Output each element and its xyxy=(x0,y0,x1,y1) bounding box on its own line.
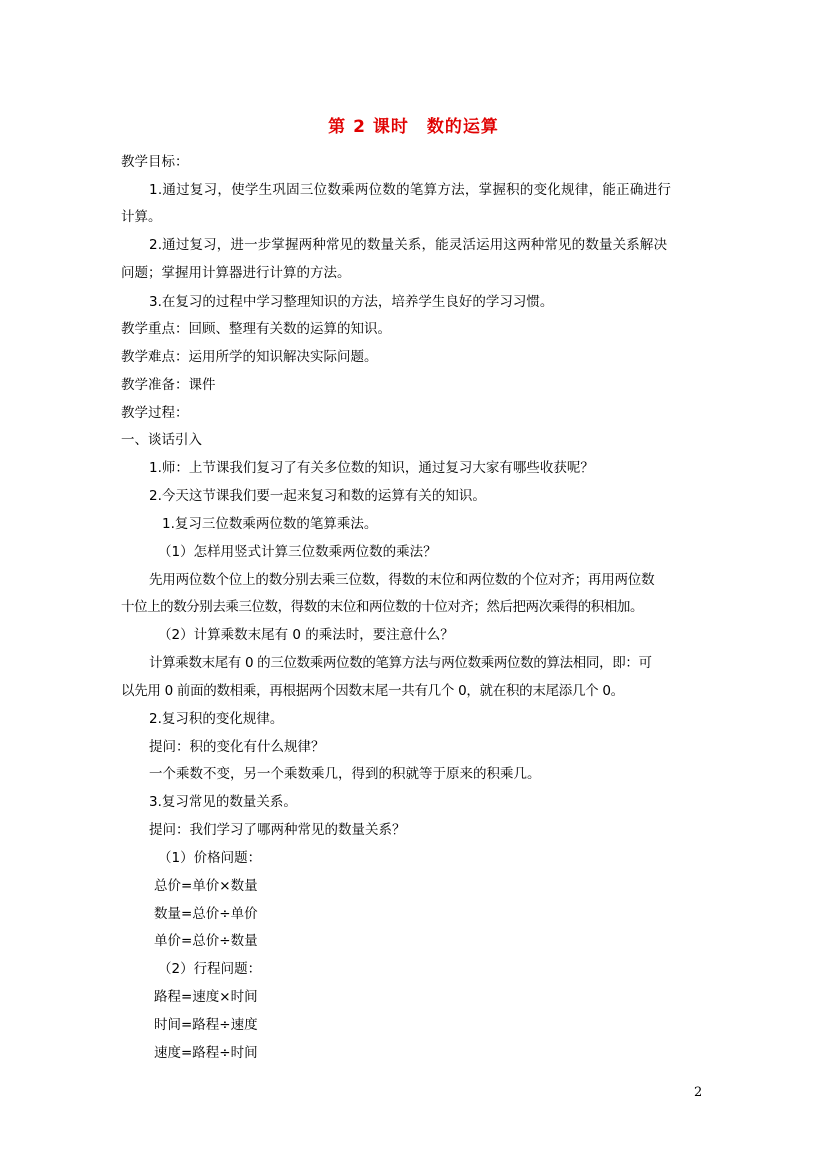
text-line: （2）计算乘数末尾有 0 的乘法时，要注意什么？ xyxy=(158,627,454,643)
text-line: 时间=路程÷速度 xyxy=(154,1017,258,1033)
text-line: 总价=单价×数量 xyxy=(154,878,258,894)
text-line: 教学重点：回顾、整理有关数的运算的知识。 xyxy=(121,321,391,337)
text-line: 问题；掌握用计算器进行计算的方法。 xyxy=(121,265,351,281)
text-line: 提问：我们学习了哪两种常见的数量关系？ xyxy=(149,822,406,838)
text-line: （2）行程问题： xyxy=(158,961,262,977)
text-line: 数量=总价÷单价 xyxy=(154,906,258,922)
text-line: 1.通过复习，使学生巩固三位数乘两位数的笔算方法，掌握积的变化规律，能正确进行 xyxy=(149,182,672,198)
text-line: 3.在复习的过程中学习整理知识的方法，培养学生良好的学习习惯。 xyxy=(149,294,554,310)
page-title: 第 2 课时 数的运算 xyxy=(328,117,499,137)
text-line: 提问：积的变化有什么规律？ xyxy=(149,739,325,755)
text-line: 教学过程： xyxy=(121,405,189,421)
text-line: 速度=路程÷时间 xyxy=(154,1045,258,1061)
page-number: 2 xyxy=(694,1085,703,1100)
text-line: （1）价格问题： xyxy=(158,850,262,866)
text-line: 单价=总价÷数量 xyxy=(154,933,258,949)
text-line: 计算乘数末尾有 0 的三位数乘两位数的笔算方法与两位数乘两位数的算法相同，即：可 xyxy=(149,655,652,671)
text-line: 计算。 xyxy=(121,209,162,225)
text-line: 十位上的数分别去乘三位数，得数的末位和两位数的十位对齐；然后把两次乘得的积相加。 xyxy=(121,599,643,615)
text-line: 教学难点：运用所学的知识解决实际问题。 xyxy=(121,349,378,365)
text-line: 2.复习积的变化规律。 xyxy=(149,711,284,727)
text-line: 2.通过复习，进一步掌握两种常见的数量关系，能灵活运用这两种常见的数量关系解决 xyxy=(149,237,668,253)
text-line: 1.复习三位数乘两位数的笔算乘法。 xyxy=(162,516,378,532)
text-line: 以先用 0 前面的数相乘，再根据两个因数末尾一共有几个 0，就在积的末尾添几个 0。 xyxy=(121,683,624,699)
text-line: 一、谈话引入 xyxy=(121,432,202,448)
text-line: 1.师：上节课我们复习了有关多位数的知识，通过复习大家有哪些收获呢？ xyxy=(149,460,594,476)
text-line: 教学目标： xyxy=(121,154,189,170)
text-line: 教学准备：课件 xyxy=(121,377,216,393)
text-line: （1）怎样用竖式计算三位数乘两位数的乘法？ xyxy=(158,544,437,560)
text-line: 路程=速度×时间 xyxy=(154,989,258,1005)
text-line: 3.复习常见的数量关系。 xyxy=(149,794,297,810)
text-line: 一个乘数不变，另一个乘数乘几，得到的积就等于原来的积乘几。 xyxy=(149,766,541,782)
text-line: 先用两位数个位上的数分别去乘三位数，得数的末位和两位数的个位对齐；再用两位数 xyxy=(149,572,655,588)
text-line: 2.今天这节课我们要一起来复习和数的运算有关的知识。 xyxy=(149,488,486,504)
